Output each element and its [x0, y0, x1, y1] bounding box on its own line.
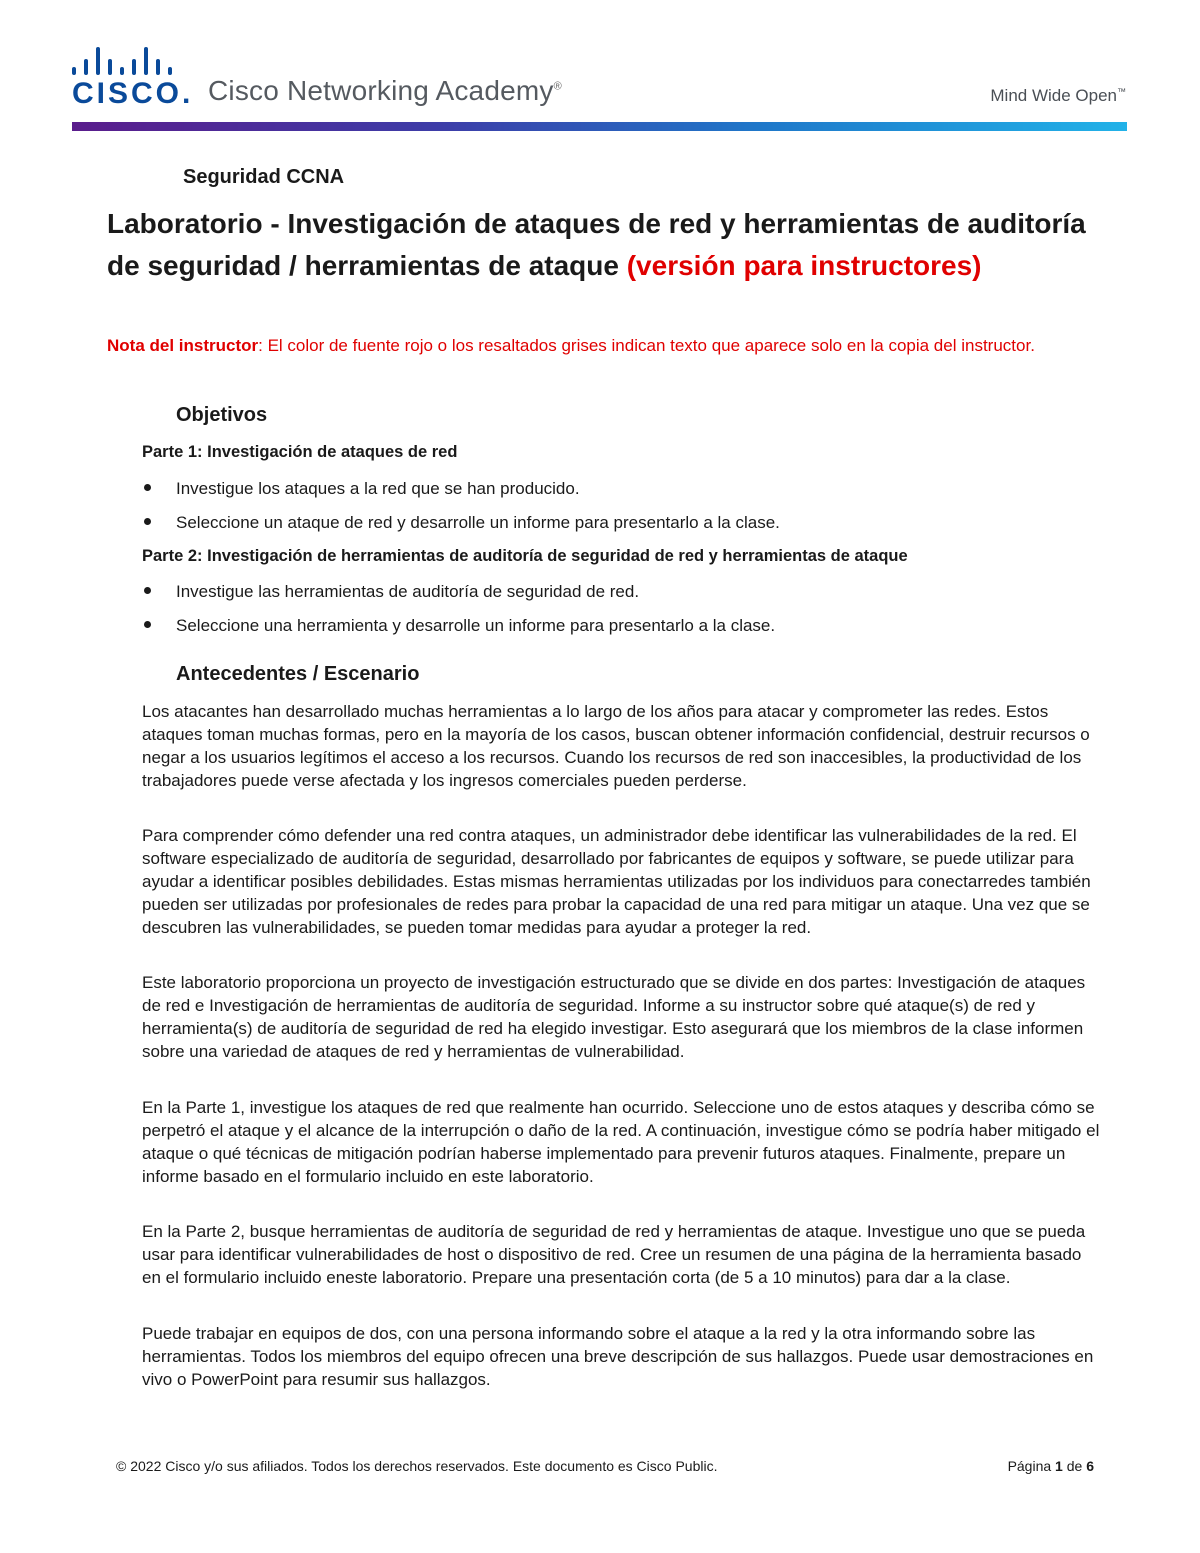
list-item-text: Investigue las herramientas de auditoría de seguridad de red. — [176, 582, 640, 601]
academy-title — [208, 75, 562, 107]
background-paragraph: Puede trabajar en equipos de dos, con una persona informando sobre el ataque a la red y la otra informando sobre las herramientas. Todos los miembros del equipo ofrecen una breve descripción de sus hallazgos. Puede usar demostraciones en vivo o PowerPoint para resumir sus hallazgos. — [142, 1324, 1094, 1389]
page-word: Página — [1007, 1458, 1056, 1474]
list-item — [142, 614, 1102, 637]
part1-list — [142, 477, 1102, 545]
list-item — [142, 511, 1102, 534]
list-item-text: Seleccione una herramienta y desarrolle un informe para presentarlo a la clase. — [176, 616, 776, 635]
background-paragraph: En la Parte 2, busque herramientas de auditoría de seguridad de red y herramientas de ataque. Investigue uno que se pueda usar para identificar vulnerabilidades de host o dispositivo de red. Cree un resumen de una página de la herramienta basado en el formulario incluido eneste laboratorio. Prepare una presentación corta (de 5 a 10 minutos) para dar a la clase. — [142, 1222, 1086, 1287]
bullet-icon — [144, 621, 151, 628]
part2-list — [142, 580, 1102, 648]
part2-heading: Parte 2: Investigación de herramientas de auditoría de seguridad de red y herramientas de ataque — [142, 547, 908, 565]
tagline-trademark: ™ — [1117, 86, 1126, 97]
objectives-heading: Objetivos — [176, 404, 268, 426]
background-paragraph: Para comprender cómo defender una red contra ataques, un administrador debe identificar las vulnerabilidades de la red. El software especializado de auditoría de seguridad, desarrollado por fabricantes de equipos y software, se puede utilizar para ayudar a identificar posibles debilidades. Estas mismas herramientas utilizadas por los individuos para conectarredes también pueden ser utilizadas por profesionales de redes para probar la capacidad de una red para mitigar un ataque. Una vez que se descubren las vulnerabilidades, se pueden tomar medidas para ayudar a proteger la red. — [142, 826, 1091, 937]
bullet-icon — [144, 518, 151, 525]
page-header — [0, 0, 1200, 140]
page-total: 6 — [1086, 1458, 1094, 1474]
lab-title-version: (versión para instructores) — [626, 250, 982, 281]
list-item — [142, 580, 1102, 603]
background-paragraph: En la Parte 1, investigue los ataques de red que realmente han ocurrido. Seleccione uno de estos ataques y describa cómo se perpetró el ataque y el alcance de la interrupción o daño de la red. A continuación, investigue cómo se podría haber mitigado el ataque o qué técnicas de mitigación podrían haberse implementado para prevenir futuros ataques. Finalmente, prepare un informe basado en el formulario incluido en este laboratorio. — [142, 1098, 1100, 1186]
list-item-text: Investigue los ataques a la red que se han producido. — [176, 479, 580, 498]
page-footer — [0, 1458, 1200, 1482]
page-of: de — [1062, 1458, 1087, 1474]
instructor-note-text: : El color de fuente rojo o los resaltados grises indican texto que aparece solo en la copia del instructor. — [258, 336, 1035, 355]
cisco-logo-wordmark: CISCO. — [72, 77, 194, 110]
course-name: Seguridad CCNA — [183, 166, 345, 188]
list-item-text: Seleccione un ataque de red y desarrolle un informe para presentarlo a la clase. — [176, 513, 780, 532]
instructor-note-label: Nota del instructor — [107, 336, 259, 355]
lab-title-main: Laboratorio - Investigación de ataques de red y herramientas de auditoría de seguridad / herramientas de ataque — [107, 208, 1086, 281]
part1-heading: Parte 1: Investigación de ataques de red — [142, 443, 458, 461]
page-current: 1 — [1055, 1458, 1063, 1474]
copyright-text: © 2022 Cisco y/o sus afiliados. Todos los derechos reservados. Este documento es Cisco Public. — [116, 1458, 718, 1474]
lab-title — [107, 203, 1092, 287]
tagline — [990, 86, 1126, 106]
background-paragraph: Los atacantes han desarrollado muchas herramientas a lo largo de los años para atacar y comprometer las redes. Estos ataques toman muchas formas, pero en la mayoría de los casos, buscan obtener información confidencial, destruir recursos o negar a los usuarios legítimos el acceso a los recursos. Cuando los recursos de red son inaccesibles, la productividad de los trabajadores puede verse afectada y los ingresos comerciales pueden perderse. — [142, 702, 1090, 790]
bullet-icon — [144, 484, 151, 491]
page-indicator — [1008, 1458, 1094, 1474]
background-heading: Antecedentes / Escenario — [176, 663, 420, 685]
cisco-logo-bars-icon — [72, 47, 172, 75]
list-item — [142, 477, 1102, 500]
instructor-note — [107, 334, 1092, 357]
header-gradient-rule — [72, 122, 1127, 131]
background-paragraph: Este laboratorio proporciona un proyecto de investigación estructurado que se divide en dos partes: Investigación de ataques de red e Investigación de herramientas de auditoría de seguridad. Informe a su instructor sobre qué ataque(s) de red y herramienta(s) de auditoría de seguridad de red ha elegido investigar. Esto asegurará que los miembros de la clase informen sobre una variedad de ataques de red y herramientas de vulnerabilidad. — [142, 973, 1086, 1061]
academy-trademark: ® — [553, 80, 562, 93]
tagline-text: Mind Wide Open — [990, 86, 1117, 105]
academy-name: Cisco Networking Academy — [208, 75, 554, 106]
bullet-icon — [144, 587, 151, 594]
